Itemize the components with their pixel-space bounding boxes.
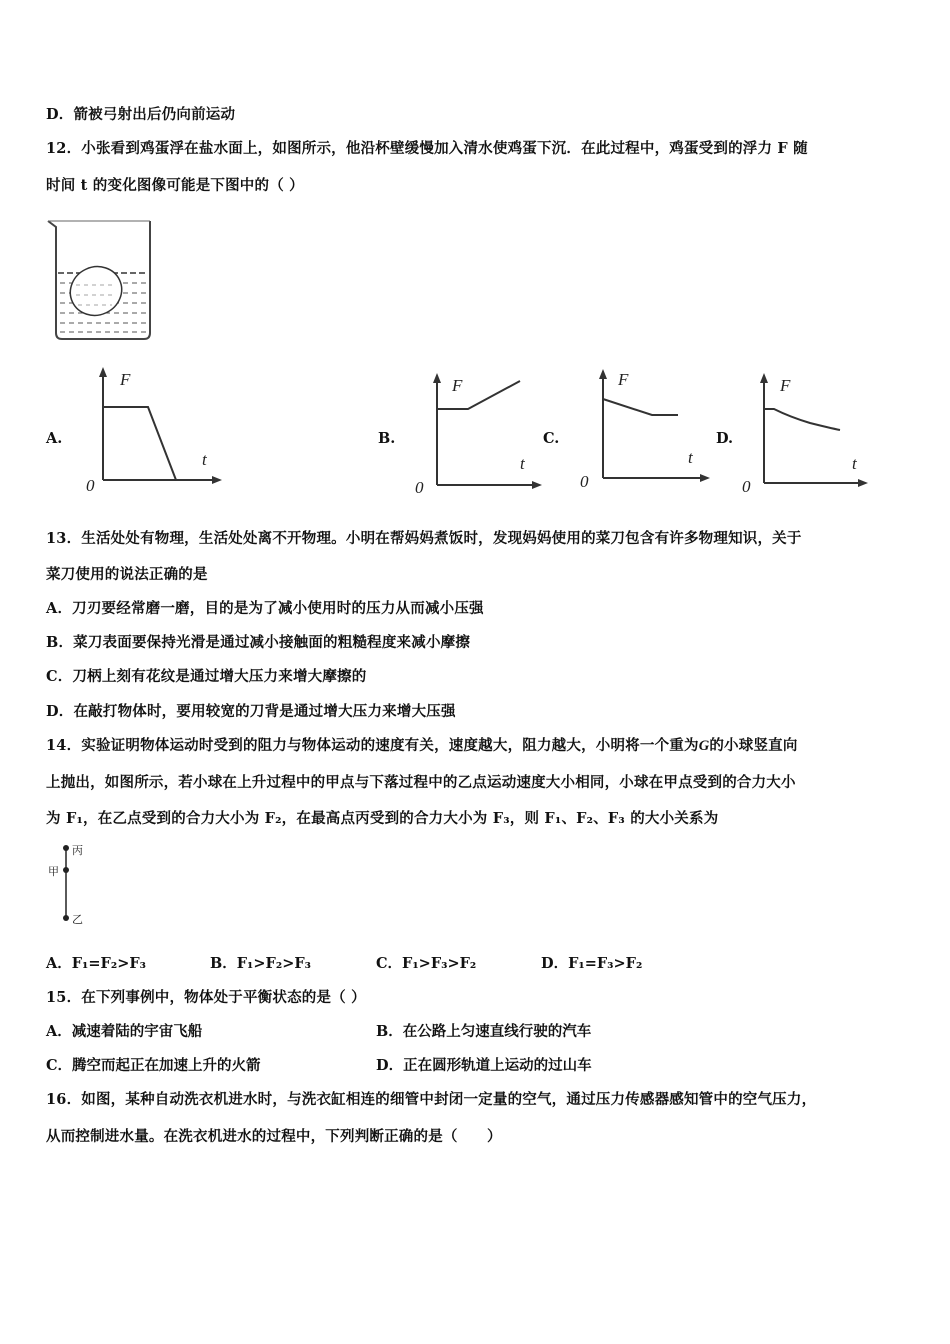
q12-label-a: A. xyxy=(46,430,63,447)
q12-stem-line2: 时间 t 的变化图像可能是下图中的（ ） xyxy=(46,177,304,194)
q14-option-a: A．F₁=F₂>F₃ xyxy=(46,955,146,972)
point-jia: 甲 xyxy=(48,865,59,878)
graph-d-y-label: F xyxy=(780,376,791,395)
graph-b-origin: 0 xyxy=(415,478,424,495)
q12-label-b: B. xyxy=(378,430,396,447)
graph-c-x-label: t xyxy=(688,448,693,467)
q14-option-c: C．F₁>F₃>F₂ xyxy=(376,955,477,972)
q15-option-c: C．腾空而起正在加速上升的火箭 xyxy=(46,1057,261,1074)
graph-d xyxy=(740,367,870,497)
q11-option-d: D．箭被弓射出后仍向前运动 xyxy=(46,106,236,123)
q12-stem-line1: 12．小张看到鸡蛋浮在盐水面上，如图所示，他沿杯壁缓慢加入清水使鸡蛋下沉．在此过程中，鸡蛋受到的浮力 F 随 xyxy=(46,140,808,157)
graph-d-x-label: t xyxy=(852,454,857,473)
q14-option-b: B．F₁>F₂>F₃ xyxy=(210,955,311,972)
q15-stem: 15．在下列事例中，物体处于平衡状态的是（ ） xyxy=(46,989,366,1006)
point-bing: 丙 xyxy=(72,844,83,857)
q12-label-c: C. xyxy=(543,430,560,447)
graph-a-origin: 0 xyxy=(86,476,95,495)
q16-stem-line2: 从而控制进水量。在洗衣机进水的过程中，下列判断正确的是（ ） xyxy=(46,1128,502,1145)
q14-stem-line3: 为 F₁，在乙点受到的合力大小为 F₂，在最高点丙受到的合力大小为 F₃，则 F₁、F₂、F₃ 的大小关系为 xyxy=(46,810,719,827)
graph-b xyxy=(410,365,545,495)
graph-c xyxy=(578,365,713,495)
beaker-egg-figure xyxy=(46,215,156,343)
q14-option-d: D．F₁=F₃>F₂ xyxy=(541,955,643,972)
graph-b-y-label: F xyxy=(452,376,463,395)
graph-d-origin: 0 xyxy=(742,477,751,496)
graph-c-y-label: F xyxy=(618,370,629,389)
point-yi: 乙 xyxy=(72,913,83,926)
q13-stem-line2: 菜刀使用的说法正确的是 xyxy=(46,566,208,583)
q13-option-d: D．在敲打物体时，要用较宽的刀背是通过增大压力来增大压强 xyxy=(46,703,456,720)
ball-path-figure xyxy=(46,838,106,928)
graph-a-x-label: t xyxy=(202,450,207,469)
q13-option-a: A．刀刃要经常磨一磨，目的是为了减小使用时的压力从而减小压强 xyxy=(46,600,484,617)
q15-option-a: A．减速着陆的宇宙飞船 xyxy=(46,1023,203,1040)
graph-a xyxy=(78,365,223,495)
graph-a-y-label: F xyxy=(120,370,131,389)
q15-option-b: B．在公路上匀速直线行驶的汽车 xyxy=(376,1023,592,1040)
q12-label-d: D. xyxy=(716,430,734,447)
graph-b-x-label: t xyxy=(520,454,525,473)
graph-c-origin: 0 xyxy=(580,472,589,491)
q14-var-g: G xyxy=(698,738,710,754)
q14-stem-line1: 14．实验证明物体运动时受到的阻力与物体运动的速度有关，速度越大，阻力越大，小明将一个重为G的小球竖直向 xyxy=(46,737,798,754)
q14-stem-line2: 上抛出，如图所示，若小球在上升过程中的甲点与下落过程中的乙点运动速度大小相同，小球在甲点受到的合力大小 xyxy=(46,774,796,791)
q13-option-c: C．刀柄上刻有花纹是通过增大压力来增大摩擦的 xyxy=(46,668,367,685)
q13-stem-line1: 13．生活处处有物理，生活处处离不开物理。小明在帮妈妈煮饭时，发现妈妈使用的菜刀包含有许多物理知识，关于 xyxy=(46,530,802,547)
q16-stem-line1: 16．如图，某种自动洗衣机进水时，与洗衣缸相连的细管中封闭一定量的空气，通过压力传感器感知管中的空气压力， xyxy=(46,1091,817,1108)
q13-option-b: B．菜刀表面要保持光滑是通过减小接触面的粗糙程度来减小摩擦 xyxy=(46,634,471,651)
q15-option-d: D．正在圆形轨道上运动的过山车 xyxy=(376,1057,592,1074)
